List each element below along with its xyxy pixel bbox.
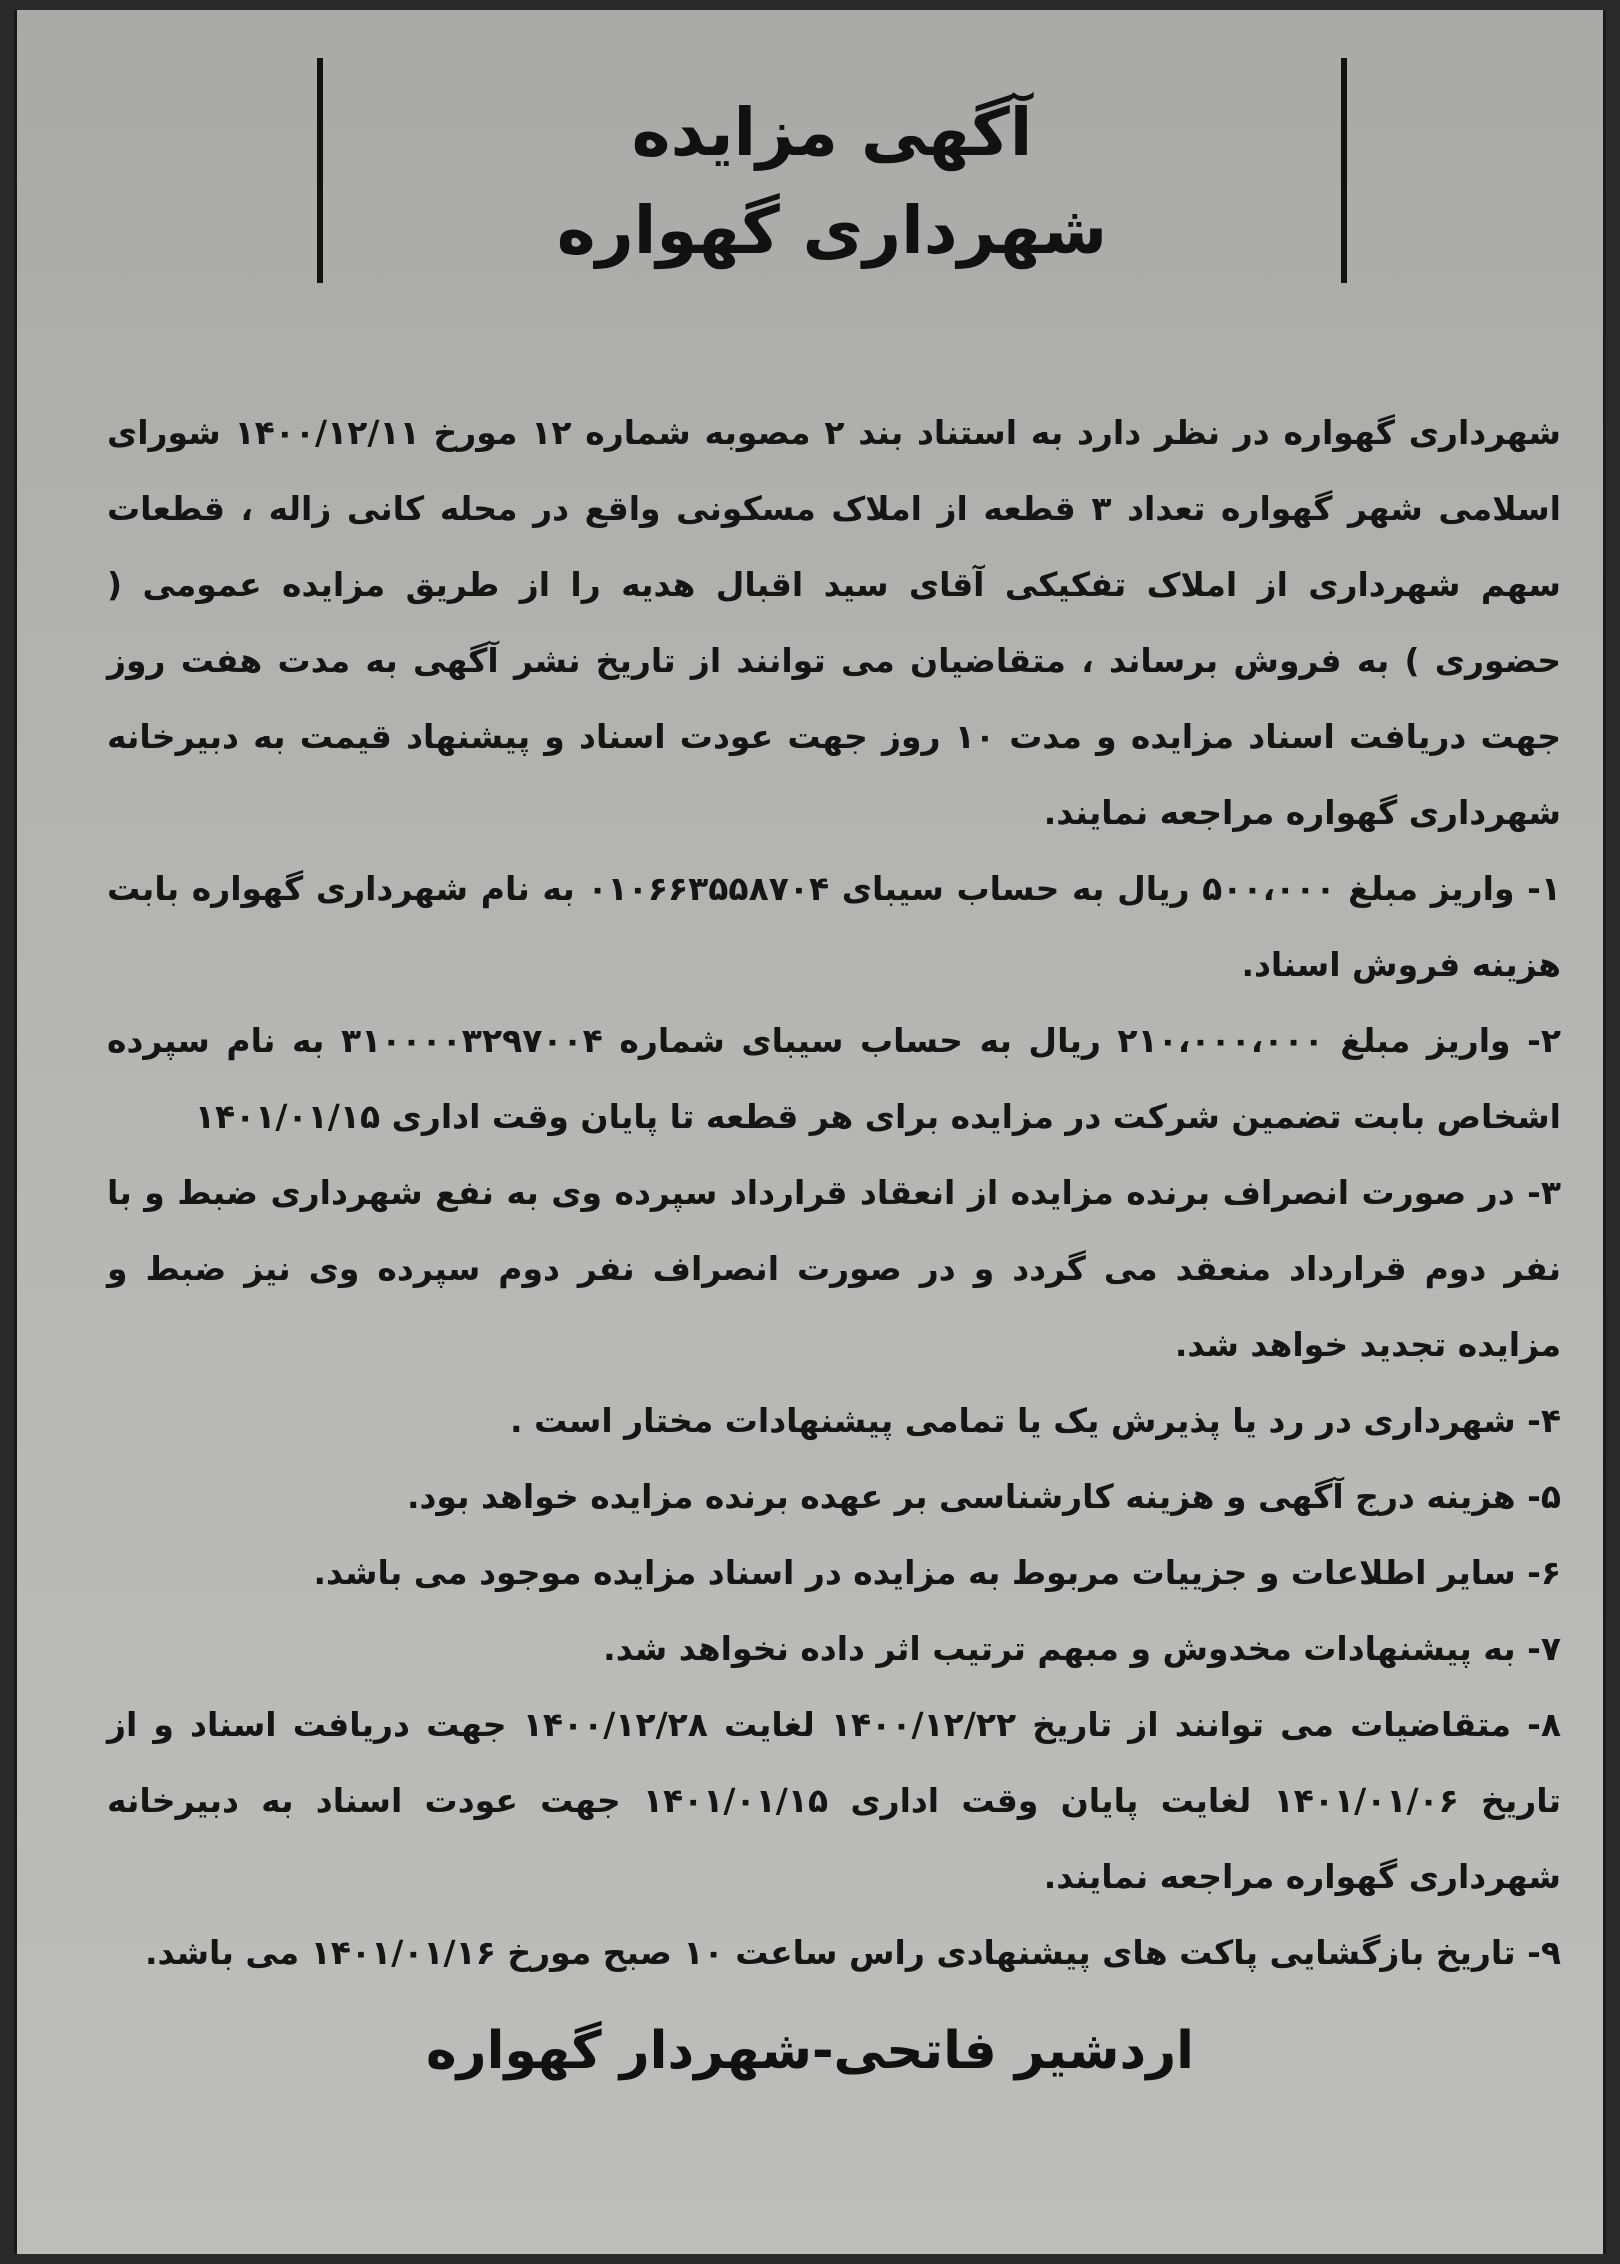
condition-item-3: ۳- در صورت انصراف برنده مزایده از انعقاد قرارداد سپرده وی به نفع شهرداری ضبط و با نفر دوم قرارداد منعقد می گردد و در صورت انصراف نفر دوم سپرده وی نیز ضبط و مزایده تجدید خواهد شد. <box>107 1173 1561 1364</box>
condition-item-6: ۶- سایر اطلاعات و جزییات مربوط به مزایده در اسناد مزایده موجود می باشد. <box>313 1553 1561 1592</box>
signature: اردشیر فاتحی-شهردار گهواره <box>425 2021 1194 2081</box>
condition-item-2: ۲- واریز مبلغ ۲۱۰،۰۰۰،۰۰۰ ریال به حساب سیبای شماره ۳۱۰۰۰۰۳۲۹۷۰۰۴ به نام سپرده اشخاص بابت تضمین شرکت در مزایده برای هر قطعه تا پایان وقت اداری ۱۴۰۱/۰۱/۱۵ <box>107 1021 1561 1136</box>
condition-item-8: ۸- متقاضیات می توانند از تاریخ ۱۴۰۰/۱۲/۲۲ لغایت ۱۴۰۰/۱۲/۲۸ جهت دریافت اسناد و از تاریخ ۱۴۰۱/۰۱/۰۶ لغایت پایان وقت اداری ۱۴۰۱/۰۱/۱۵ جهت عودت اسناد به دبیرخانه شهرداری گهواره مراجعه نمایند. <box>107 1705 1561 1896</box>
condition-item-7: ۷- به پیشنهادات مخدوش و مبهم ترتیب اثر داده نخواهد شد. <box>603 1629 1561 1668</box>
condition-item-4: ۴- شهرداری در رد یا پذیرش یک یا تمامی پیشنهادات مختار است . <box>509 1401 1561 1440</box>
notice-header <box>317 58 1347 283</box>
notice-title: آگهی مزایده <box>631 94 1033 171</box>
condition-item-9: ۹- تاریخ بازگشایی پاکت های پیشنهادی راس ساعت ۱۰ صبح مورخ ۱۴۰۱/۰۱/۱۶ می باشد. <box>145 1933 1561 1972</box>
notice-subtitle: شهرداری گهواره <box>556 192 1108 269</box>
condition-item-1: ۱- واریز مبلغ ۵۰۰،۰۰۰ ریال به حساب سیبای ۰۱۰۶۶۳۵۵۸۷۰۴ به نام شهرداری گهواره بابت هزینه فروش اسناد. <box>107 869 1561 984</box>
notice-body <box>107 395 1561 1991</box>
newspaper-clipping <box>14 10 1606 2254</box>
intro-paragraph: شهرداری گهواره در نظر دارد به استناد بند ۲ مصوبه شماره ۱۲ مورخ ۱۴۰۰/۱۲/۱۱ شورای اسلامی شهر گهواره تعداد ۳ قطعه از املاک مسکونی واقع در محله کانی زاله ، قطعات سهم شهرداری از املاک تفکیکی آقای سید اقبال هدیه را از طریق مزایده عمومی ( حضوری ) به فروش برساند ، متقاضیان می توانند از تاریخ نشر آگهی به مدت هفت روز جهت دریافت اسناد مزایده و مدت ۱۰ روز جهت عودت اسناد و پیشنهاد قیمت به دبیرخانه شهرداری گهواره مراجعه نمایند. <box>107 413 1562 832</box>
condition-item-5: ۵- هزینه درج آگهی و هزینه کارشناسی بر عهده برنده مزایده خواهد بود. <box>406 1477 1561 1516</box>
